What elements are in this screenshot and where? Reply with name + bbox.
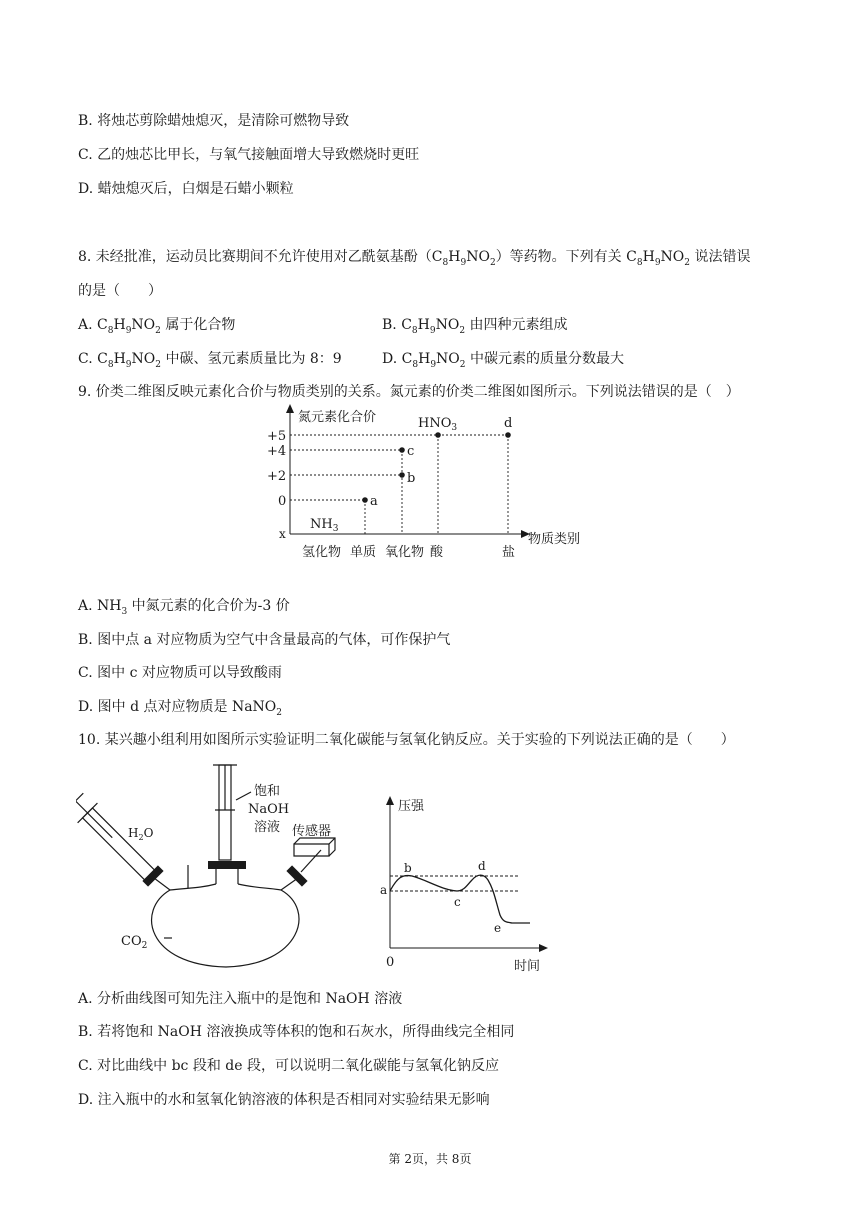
center-stopper (208, 861, 246, 869)
point-hno3-label: $HNO_3$ (418, 416, 458, 433)
q8-option-b: B. $C_8H_9NO_2$ 由四种元素组成 (382, 317, 568, 336)
point-a-label: a (370, 494, 378, 509)
left-syringe-handle (76, 793, 83, 809)
point-d-label: d (504, 416, 513, 431)
apparatus-diagram (76, 760, 356, 975)
q9-option-b: B. 图中点 a 对应物质为空气中含量最高的气体，可作保护气 (78, 632, 451, 648)
point-b (399, 472, 405, 478)
naoh-label-line2: NaOH (248, 802, 290, 817)
flask-shoulder-left (170, 884, 216, 890)
h2o-label: $H_2O$ (128, 826, 154, 842)
curve-point-c: c (454, 895, 461, 909)
co2-label: $CO_2$ (121, 934, 148, 951)
curve-point-d: d (478, 859, 486, 873)
q7-option-c: C. 乙的烛芯比甲长，与氧气接触面增大导致燃烧时更旺 (78, 147, 420, 163)
flask-shoulder-right (238, 884, 281, 890)
x-category-label: 单质 (350, 545, 377, 560)
point-d (505, 432, 511, 438)
sensor-label: 传感器 (292, 824, 332, 839)
pressure-y-title: 压强 (398, 799, 425, 814)
naoh-label-line1: 饱和 (254, 784, 281, 799)
point-c (399, 447, 405, 453)
q9-option-d: D. 图中 d 点对应物质是 NaNO$_2$ (78, 699, 282, 718)
point-hno3 (435, 432, 441, 438)
q8-stem-line2: 的是（ ） (78, 283, 162, 299)
q10-option-d: D. 注入瓶中的水和氢氧化钠溶液的体积是否相同对实验结果无影响 (78, 1092, 490, 1108)
q8-options-row1 (78, 316, 568, 336)
point-b-label: b (407, 471, 416, 486)
q9-option-c: C. 图中 c 对应物质可以导致酸雨 (78, 665, 282, 681)
naoh-pointer (236, 792, 251, 800)
q8-options-row2 (78, 350, 624, 370)
pressure-x-title: 时间 (514, 959, 541, 974)
y-axis-title: 氮元素化合价 (298, 410, 377, 425)
pressure-x-arrow (539, 944, 548, 952)
q8-option-a: A. $C_8H_9NO_2$ 属于化合物 (78, 317, 236, 336)
flask-body (152, 890, 299, 967)
q7-option-b: B. 将烛芯剪除蜡烛熄灭，是清除可燃物导致 (78, 113, 350, 129)
y-tick-label: 0 (278, 494, 287, 509)
q8-option-d: D. $C_8H_9NO_2$ 中碳元素的质量分数最大 (382, 351, 624, 370)
x-category-label: 氢化物 (302, 545, 342, 560)
sensor-front (294, 844, 329, 856)
x-category-label: 酸 (430, 545, 444, 560)
q7-option-d: D. 蜡烛熄灭后，白烟是石蜡小颗粒 (78, 181, 294, 197)
q8-stem-line1: 8. 未经批准，运动员比赛期间不允许使用对乙酰氨基酚$(C_8H_9NO_2)$等药物。下列有关 $C_8H_9NO_2$ 说法错误 (78, 249, 751, 268)
nitrogen-valence-chart (260, 404, 600, 564)
x-axis-title: 物质类别 (528, 532, 581, 547)
pressure-origin: 0 (386, 955, 395, 970)
y-tick-label: x (279, 527, 286, 541)
y-axis-arrow (286, 404, 294, 413)
x-category-label: 盐 (502, 545, 516, 560)
curve-point-a: a (380, 883, 388, 897)
curve-point-b: b (404, 861, 412, 875)
x-category-label: 氧化物 (385, 545, 425, 560)
y-tick-label: +2 (267, 469, 287, 484)
sensor-wire (301, 850, 321, 872)
naoh-label-line3: 溶液 (254, 820, 281, 835)
q9-stem: 9. 价类二维图反映元素化合价与物质类别的关系。氮元素的价类二维图如图所示。下列说法错误的是（ ） (78, 384, 740, 400)
q10-option-c: C. 对比曲线中 bc 段和 de 段，可以说明二氧化碳能与氢氧化钠反应 (78, 1058, 499, 1074)
point-c-label: c (407, 444, 415, 459)
pressure-time-chart (372, 790, 562, 980)
q8-option-c: C. $C_8H_9NO_2$ 中碳、氢元素质量比为 8：9 (78, 351, 342, 370)
nh3-label: $NH_3$ (310, 517, 339, 534)
y-tick-label: +5 (267, 429, 287, 444)
y-tick-label: +4 (267, 444, 287, 459)
pressure-y-arrow (386, 796, 394, 805)
q10-stem: 10. 某兴趣小组利用如图所示实验证明二氧化碳能与氢氧化钠反应。关于实验的下列说法正确的是（ ） (78, 732, 735, 748)
page-footer: 第 2页，共 8页 (388, 1152, 472, 1166)
curve-point-e: e (494, 921, 502, 935)
flask-neck-left (154, 878, 170, 890)
point-a (362, 497, 368, 503)
q10-option-a: A. 分析曲线图可知先注入瓶中的是饱和 NaOH 溶液 (78, 991, 403, 1007)
q9-option-a: A. $NH_3$ 中氮元素的化合价为-3 价 (78, 598, 290, 617)
q10-option-b: B. 若将饱和 NaOH 溶液换成等体积的饱和石灰水，所得曲线完全相同 (78, 1024, 515, 1040)
